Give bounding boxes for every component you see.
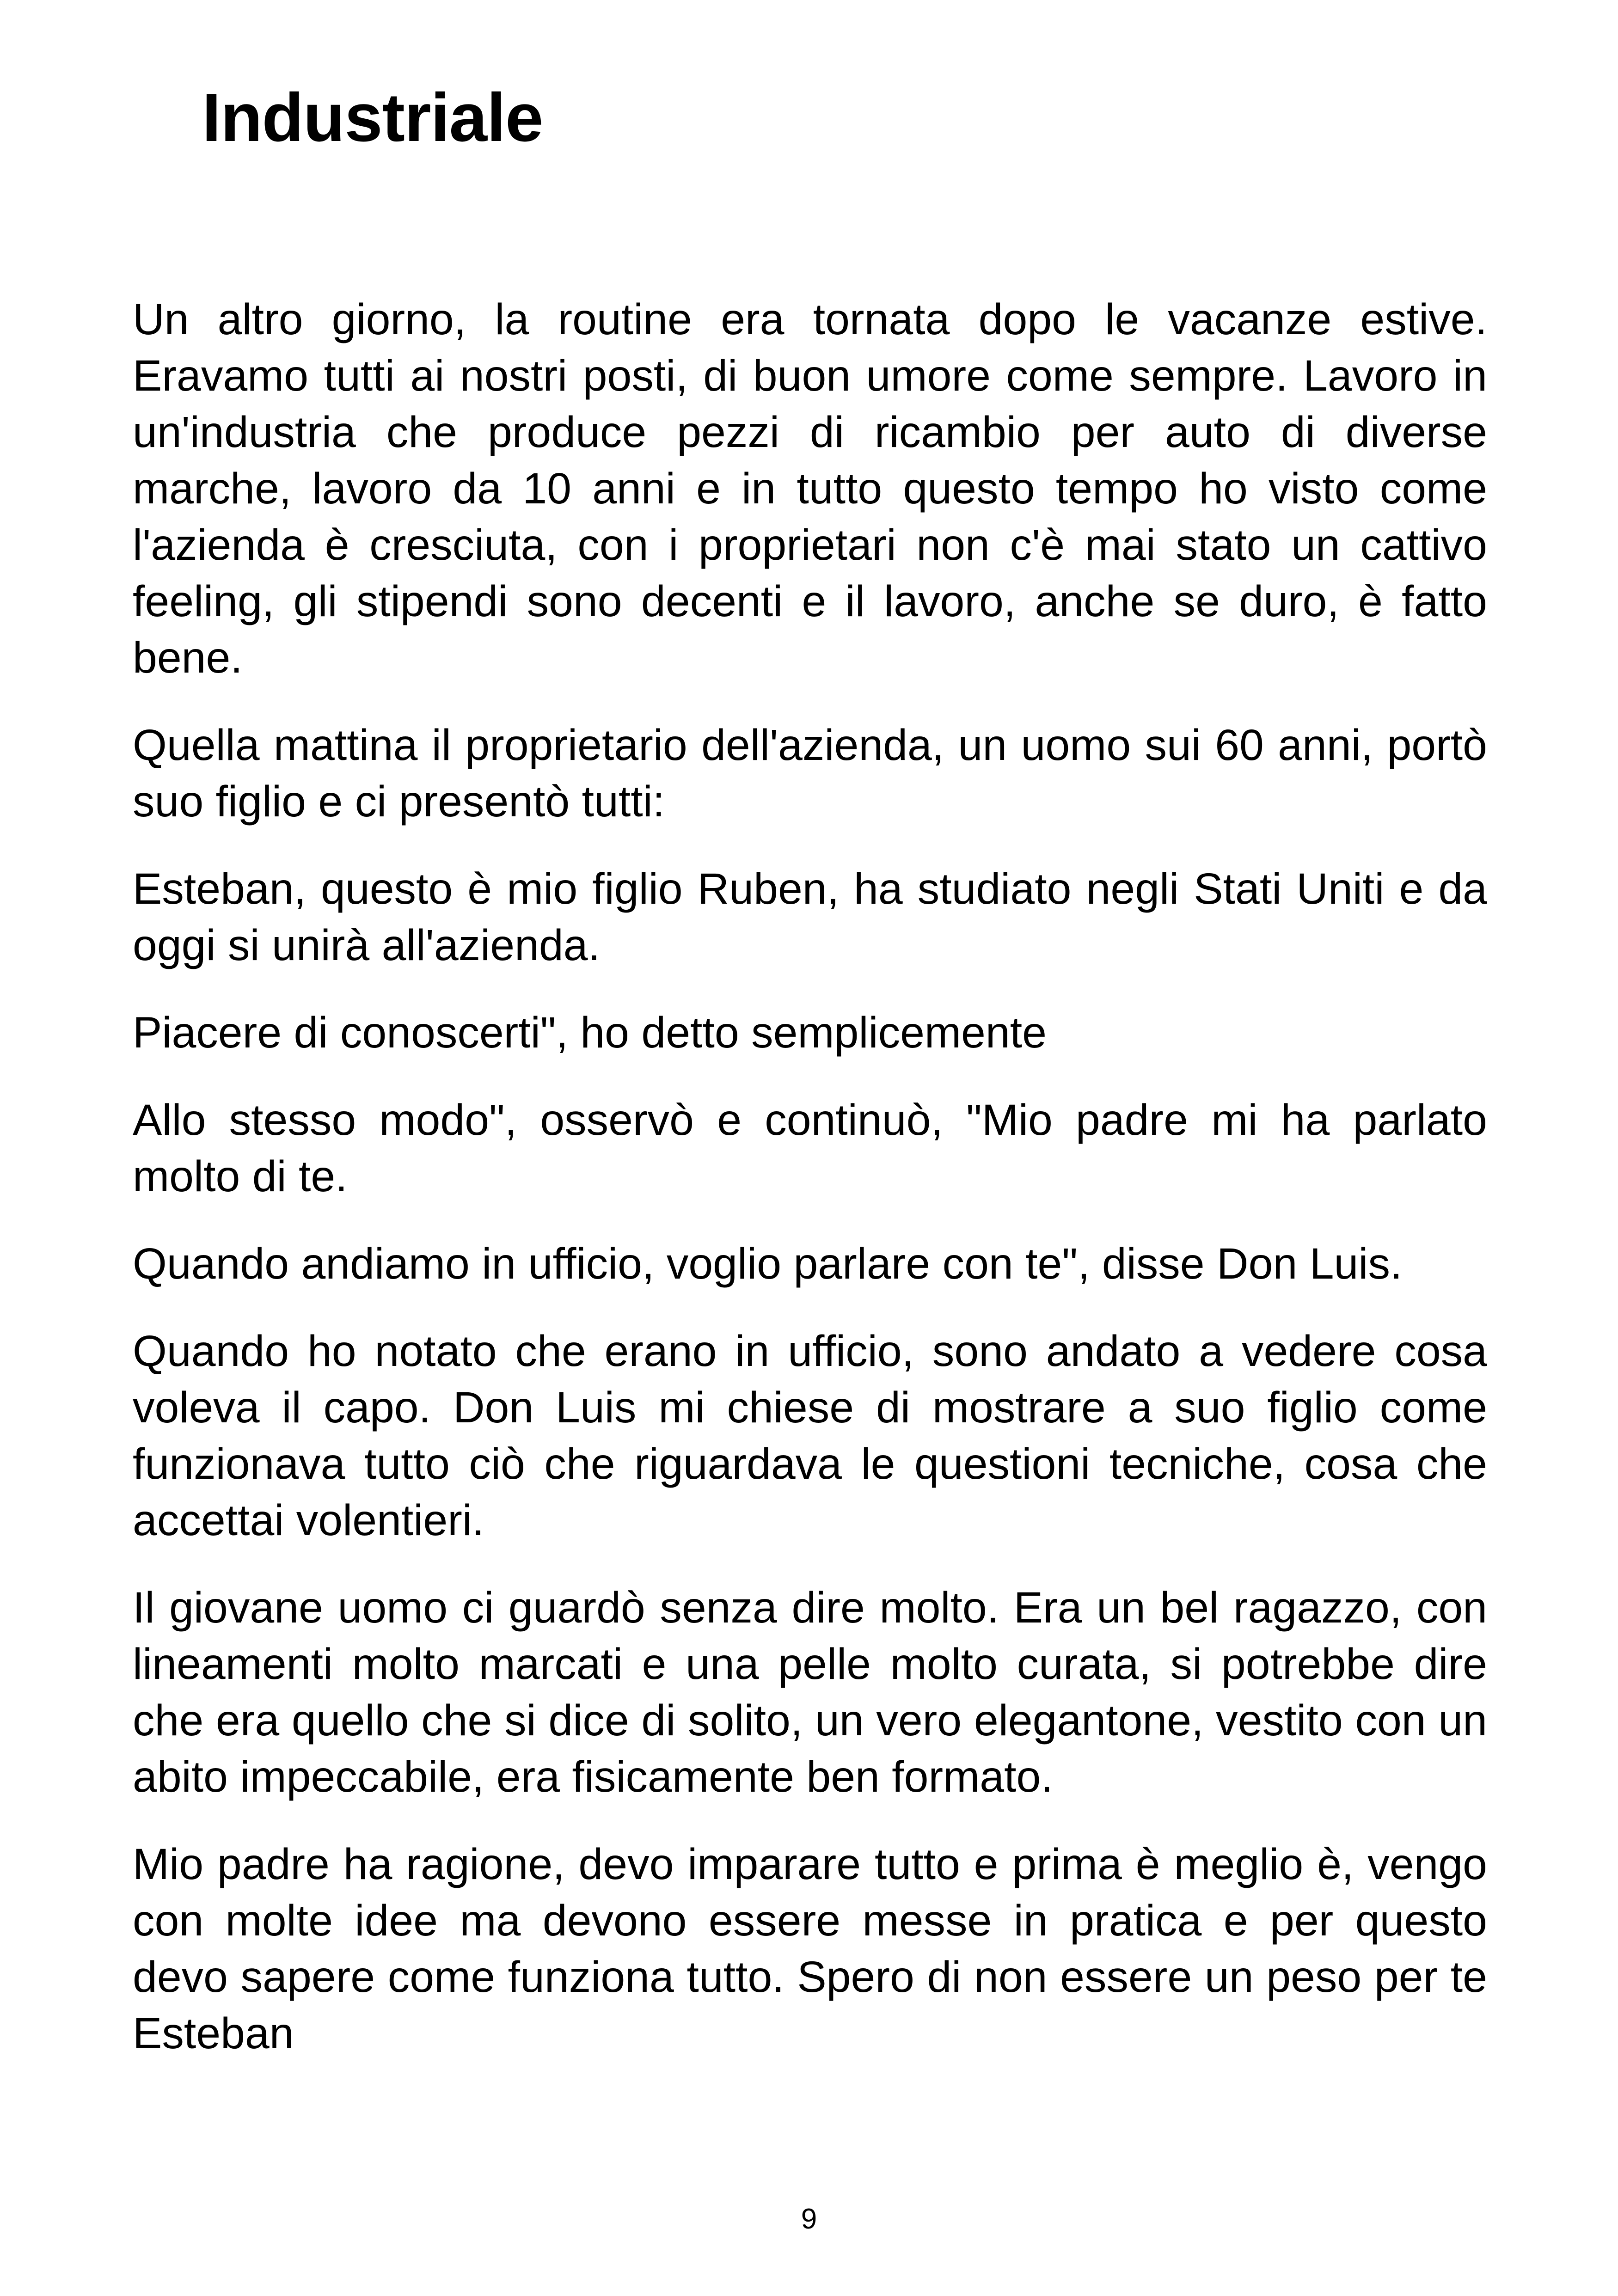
paragraph: Esteban, questo è mio figlio Ruben, ha studiato negli Stati Uniti e da oggi si unirà all'azienda. [133, 864, 1487, 970]
paragraph: Un altro giorno, la routine era tornata dopo le vacanze estive. Eravamo tutti ai nostri posti, di buon umore come sempre. Lavoro in un'industria che produce pezzi di ricambio per auto di diverse marche, lavoro da 10 anni e in tutto questo tempo ho visto come l'azienda è cresciuta, con i proprietari non c'è mai stato un cattivo feeling, gli stipendi sono decenti e il lavoro, anche se duro, è fatto bene. [133, 295, 1487, 682]
paragraph: Allo stesso modo", osservò e continuò, "Mio padre mi ha parlato molto di te. [133, 1096, 1487, 1201]
paragraph: Quella mattina il proprietario dell'azienda, un uomo sui 60 anni, portò suo figlio e ci presentò tutti: [133, 721, 1487, 826]
paragraph: Piacere di conoscerti", ho detto semplicemente [133, 1008, 1047, 1057]
body-text [133, 291, 1487, 2093]
paragraph: Il giovane uomo ci guardò senza dire molto. Era un bel ragazzo, con lineamenti molto marcati e una pelle molto curata, si potrebbe dire che era quello che si dice di solito, un vero elegantone, vestito con un abito impeccabile, era fisicamente ben formato. [133, 1583, 1487, 1801]
paragraph: Quando ho notato che erano in ufficio, sono andato a vedere cosa voleva il capo. Don Luis mi chiese di mostrare a suo figlio come funzionava tutto ciò che riguardava le questioni tecniche, cosa che accettai volentieri. [133, 1327, 1487, 1545]
paragraph: Mio padre ha ragione, devo imparare tutto e prima è meglio è, vengo con molte idee ma devono essere messe in pratica e per questo devo sapere come funziona tutto. Spero di non essere un peso per te Esteban [133, 1840, 1487, 2058]
paragraph: Quando andiamo in ufficio, voglio parlare con te", disse Don Luis. [133, 1239, 1403, 1288]
page-title: Industriale [202, 80, 543, 156]
page-number: 9 [801, 2203, 817, 2235]
